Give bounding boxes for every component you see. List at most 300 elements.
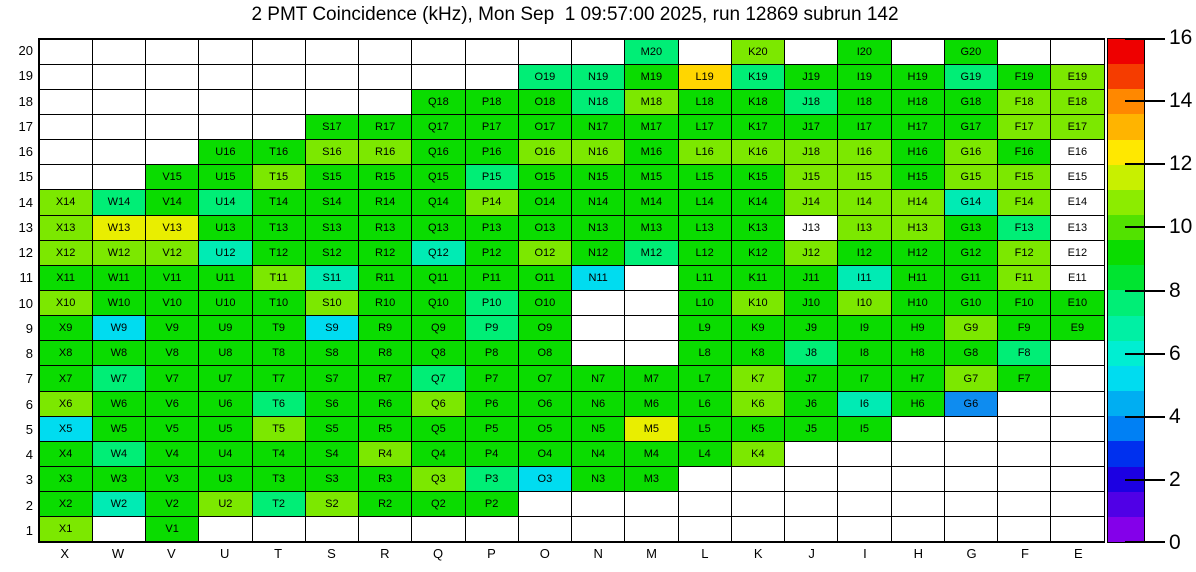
cell-R12: R12 (358, 240, 412, 266)
cell-P16: P16 (465, 139, 519, 165)
cell-L15: L15 (678, 164, 732, 190)
cell-K15: K15 (731, 164, 785, 190)
cell-K6: K6 (731, 391, 785, 417)
cell-empty-V19 (145, 64, 199, 90)
row-label-6: 6 (25, 396, 33, 412)
cell-empty-T1 (252, 516, 306, 542)
cell-V2: V2 (145, 491, 199, 517)
colorbar-tick-line-14 (1125, 100, 1165, 102)
cell-empty-R19 (358, 64, 412, 90)
cell-K13: K13 (731, 215, 785, 241)
cell-F10: F10 (997, 290, 1051, 316)
cell-empty-V17 (145, 114, 199, 140)
cell-J6: J6 (784, 391, 838, 417)
cell-S14: S14 (305, 189, 359, 215)
cell-empty-U19 (198, 64, 252, 90)
cell-J8: J8 (784, 340, 838, 366)
colorbar-tick-line-12 (1125, 163, 1165, 165)
cell-empty-J3 (784, 466, 838, 492)
cell-I17: I17 (837, 114, 891, 140)
cell-empty-O1 (518, 516, 572, 542)
cell-W11: W11 (92, 265, 146, 291)
cell-T6: T6 (252, 391, 306, 417)
cell-Q9: Q9 (411, 315, 465, 341)
colorbar-tick-label-8: 8 (1169, 278, 1181, 302)
cell-G10: G10 (944, 290, 998, 316)
cell-empty-M1 (624, 516, 678, 542)
cell-T9: T9 (252, 315, 306, 341)
cell-T2: T2 (252, 491, 306, 517)
cell-T14: T14 (252, 189, 306, 215)
cell-V15: V15 (145, 164, 199, 190)
cell-O6: O6 (518, 391, 572, 417)
cell-H7: H7 (891, 365, 945, 391)
cell-K10: K10 (731, 290, 785, 316)
cell-X10: X10 (39, 290, 93, 316)
cell-M5: M5 (624, 416, 678, 442)
cell-empty-N2 (571, 491, 625, 517)
cell-empty-N20 (571, 39, 625, 65)
cell-T4: T4 (252, 441, 306, 467)
cell-R5: R5 (358, 416, 412, 442)
cell-empty-I4 (837, 441, 891, 467)
cell-empty-Q19 (411, 64, 465, 90)
cell-E15: E15 (1050, 164, 1104, 190)
cell-K5: K5 (731, 416, 785, 442)
cell-L5: L5 (678, 416, 732, 442)
cell-W4: W4 (92, 441, 146, 467)
cell-H10: H10 (891, 290, 945, 316)
cell-E13: E13 (1050, 215, 1104, 241)
cell-N19: N19 (571, 64, 625, 90)
cell-H16: H16 (891, 139, 945, 165)
colorbar-tick-line-4 (1125, 416, 1165, 418)
cell-empty-F3 (997, 466, 1051, 492)
row-label-10: 10 (18, 295, 33, 311)
cell-S17: S17 (305, 114, 359, 140)
cell-L11: L11 (678, 265, 732, 291)
cell-O15: O15 (518, 164, 572, 190)
colorbar-tick-label-0: 0 (1169, 531, 1181, 554)
cell-S3: S3 (305, 466, 359, 492)
cell-O4: O4 (518, 441, 572, 467)
cell-K11: K11 (731, 265, 785, 291)
cell-H18: H18 (891, 89, 945, 115)
cell-R3: R3 (358, 466, 412, 492)
cell-K14: K14 (731, 189, 785, 215)
cell-M17: M17 (624, 114, 678, 140)
cell-F7: F7 (997, 365, 1051, 391)
cell-J9: J9 (784, 315, 838, 341)
cell-F17: F17 (997, 114, 1051, 140)
cell-S13: S13 (305, 215, 359, 241)
cell-G14: G14 (944, 189, 998, 215)
cell-H11: H11 (891, 265, 945, 291)
cell-N7: N7 (571, 365, 625, 391)
cell-empty-U1 (198, 516, 252, 542)
column-label-W: W (111, 546, 125, 561)
row-label-13: 13 (18, 219, 33, 235)
cell-P5: P5 (465, 416, 519, 442)
cell-empty-U18 (198, 89, 252, 115)
row-label-11: 11 (19, 270, 33, 286)
cell-T3: T3 (252, 466, 306, 492)
cell-I12: I12 (837, 240, 891, 266)
cell-G8: G8 (944, 340, 998, 366)
cell-empty-E8 (1050, 340, 1104, 366)
cell-E12: E12 (1050, 240, 1104, 266)
cell-J15: J15 (784, 164, 838, 190)
cell-V13: V13 (145, 215, 199, 241)
cell-P11: P11 (465, 265, 519, 291)
cell-empty-R20 (358, 39, 412, 65)
cell-G20: G20 (944, 39, 998, 65)
cell-empty-V20 (145, 39, 199, 65)
colorbar-tick-label-16: 16 (1169, 26, 1193, 49)
column-label-P: P (487, 546, 496, 561)
cell-G18: G18 (944, 89, 998, 115)
row-label-17: 17 (18, 118, 33, 134)
cell-empty-W15 (92, 164, 146, 190)
cell-I19: I19 (837, 64, 891, 90)
cell-M12: M12 (624, 240, 678, 266)
cell-P10: P10 (465, 290, 519, 316)
cell-M20: M20 (624, 39, 678, 65)
cell-K4: K4 (731, 441, 785, 467)
cell-R11: R11 (358, 265, 412, 291)
cell-X9: X9 (39, 315, 93, 341)
cell-H12: H12 (891, 240, 945, 266)
cell-P7: P7 (465, 365, 519, 391)
cell-empty-G3 (944, 466, 998, 492)
cell-I20: I20 (837, 39, 891, 65)
cell-Q14: Q14 (411, 189, 465, 215)
cell-O10: O10 (518, 290, 572, 316)
cell-Q8: Q8 (411, 340, 465, 366)
cell-N3: N3 (571, 466, 625, 492)
cell-W13: W13 (92, 215, 146, 241)
cell-F13: F13 (997, 215, 1051, 241)
cell-Q2: Q2 (411, 491, 465, 517)
cell-G12: G12 (944, 240, 998, 266)
cell-N4: N4 (571, 441, 625, 467)
cell-V14: V14 (145, 189, 199, 215)
cell-X4: X4 (39, 441, 93, 467)
cell-empty-X20 (39, 39, 93, 65)
cell-empty-N1 (571, 516, 625, 542)
cell-empty-H5 (891, 416, 945, 442)
row-label-15: 15 (18, 169, 33, 185)
cell-empty-F2 (997, 491, 1051, 517)
cell-S7: S7 (305, 365, 359, 391)
cell-W9: W9 (92, 315, 146, 341)
cell-L9: L9 (678, 315, 732, 341)
column-label-E: E (1073, 546, 1083, 561)
cell-Q10: Q10 (411, 290, 465, 316)
cell-L17: L17 (678, 114, 732, 140)
cell-S9: S9 (305, 315, 359, 341)
cell-T11: T11 (252, 265, 306, 291)
cell-empty-J1 (784, 516, 838, 542)
cell-L10: L10 (678, 290, 732, 316)
cell-empty-X17 (39, 114, 93, 140)
cell-E19: E19 (1050, 64, 1104, 90)
cell-X1: X1 (39, 516, 93, 542)
cell-E17: E17 (1050, 114, 1104, 140)
cell-empty-J2 (784, 491, 838, 517)
cell-K8: K8 (731, 340, 785, 366)
cell-empty-N9 (571, 315, 625, 341)
cell-L8: L8 (678, 340, 732, 366)
cell-empty-S18 (305, 89, 359, 115)
cell-P3: P3 (465, 466, 519, 492)
cell-empty-V18 (145, 89, 199, 115)
cell-N13: N13 (571, 215, 625, 241)
cell-R8: R8 (358, 340, 412, 366)
row-label-5: 5 (25, 421, 33, 437)
cell-Q17: Q17 (411, 114, 465, 140)
cell-empty-E1 (1050, 516, 1104, 542)
cell-empty-G1 (944, 516, 998, 542)
cell-empty-M10 (624, 290, 678, 316)
cell-empty-E20 (1050, 39, 1104, 65)
cell-W12: W12 (92, 240, 146, 266)
colorbar-ticks (1107, 26, 1196, 554)
cell-X3: X3 (39, 466, 93, 492)
colorbar-tick-label-14: 14 (1169, 89, 1193, 113)
cell-T5: T5 (252, 416, 306, 442)
cell-M18: M18 (624, 89, 678, 115)
cell-O13: O13 (518, 215, 572, 241)
cell-empty-Q20 (411, 39, 465, 65)
cell-G9: G9 (944, 315, 998, 341)
column-label-G: G (966, 546, 977, 561)
cell-R7: R7 (358, 365, 412, 391)
cell-empty-W20 (92, 39, 146, 65)
cell-V9: V9 (145, 315, 199, 341)
cell-empty-S19 (305, 64, 359, 90)
cell-O17: O17 (518, 114, 572, 140)
cell-E10: E10 (1050, 290, 1104, 316)
column-label-N: N (593, 546, 603, 561)
column-axis (38, 546, 1105, 566)
cell-empty-X18 (39, 89, 93, 115)
cell-G6: G6 (944, 391, 998, 417)
cell-Q12: Q12 (411, 240, 465, 266)
cell-M6: M6 (624, 391, 678, 417)
cell-E11: E11 (1050, 265, 1104, 291)
cell-O8: O8 (518, 340, 572, 366)
cell-O7: O7 (518, 365, 572, 391)
cell-O3: O3 (518, 466, 572, 492)
cell-I5: I5 (837, 416, 891, 442)
cell-L16: L16 (678, 139, 732, 165)
cell-R4: R4 (358, 441, 412, 467)
cell-I8: I8 (837, 340, 891, 366)
cell-X6: X6 (39, 391, 93, 417)
cell-empty-G2 (944, 491, 998, 517)
colorbar-tick-line-16 (1125, 38, 1165, 40)
cell-F15: F15 (997, 164, 1051, 190)
cell-O18: O18 (518, 89, 572, 115)
cell-empty-E7 (1050, 365, 1104, 391)
cell-empty-I3 (837, 466, 891, 492)
cell-P6: P6 (465, 391, 519, 417)
cell-empty-I2 (837, 491, 891, 517)
cell-L19: L19 (678, 64, 732, 90)
cell-M15: M15 (624, 164, 678, 190)
cell-W5: W5 (92, 416, 146, 442)
cell-empty-J4 (784, 441, 838, 467)
colorbar-tick-label-6: 6 (1169, 341, 1181, 365)
cell-I14: I14 (837, 189, 891, 215)
cell-P17: P17 (465, 114, 519, 140)
row-label-18: 18 (18, 93, 33, 109)
cell-P14: P14 (465, 189, 519, 215)
cell-empty-M11 (624, 265, 678, 291)
cell-J11: J11 (784, 265, 838, 291)
cell-N17: N17 (571, 114, 625, 140)
cell-V7: V7 (145, 365, 199, 391)
cell-X2: X2 (39, 491, 93, 517)
column-label-J: J (808, 546, 815, 561)
cell-S8: S8 (305, 340, 359, 366)
cell-empty-H1 (891, 516, 945, 542)
column-label-R: R (380, 546, 390, 561)
cell-empty-F20 (997, 39, 1051, 65)
cell-O16: O16 (518, 139, 572, 165)
cell-M14: M14 (624, 189, 678, 215)
cell-R10: R10 (358, 290, 412, 316)
cell-R16: R16 (358, 139, 412, 165)
cell-U12: U12 (198, 240, 252, 266)
cell-empty-X16 (39, 139, 93, 165)
column-label-U: U (220, 546, 230, 561)
cell-P4: P4 (465, 441, 519, 467)
row-label-8: 8 (25, 346, 33, 362)
row-label-20: 20 (18, 43, 33, 59)
cell-X7: X7 (39, 365, 93, 391)
cell-J10: J10 (784, 290, 838, 316)
cell-V4: V4 (145, 441, 199, 467)
column-label-L: L (701, 546, 709, 561)
column-label-V: V (167, 546, 176, 561)
cell-S5: S5 (305, 416, 359, 442)
cell-Q3: Q3 (411, 466, 465, 492)
cell-empty-E4 (1050, 441, 1104, 467)
cell-R9: R9 (358, 315, 412, 341)
cell-N16: N16 (571, 139, 625, 165)
column-label-S: S (327, 546, 336, 561)
cell-Q5: Q5 (411, 416, 465, 442)
cell-T7: T7 (252, 365, 306, 391)
cell-O5: O5 (518, 416, 572, 442)
colorbar-tick-label-4: 4 (1169, 404, 1181, 428)
cell-I9: I9 (837, 315, 891, 341)
cell-I18: I18 (837, 89, 891, 115)
cell-S4: S4 (305, 441, 359, 467)
cell-F18: F18 (997, 89, 1051, 115)
cell-E9: E9 (1050, 315, 1104, 341)
cell-V11: V11 (145, 265, 199, 291)
cell-empty-F6 (997, 391, 1051, 417)
cell-N18: N18 (571, 89, 625, 115)
cell-J7: J7 (784, 365, 838, 391)
cell-M4: M4 (624, 441, 678, 467)
cell-empty-T18 (252, 89, 306, 115)
colorbar-tick-label-12: 12 (1169, 152, 1193, 176)
cell-U14: U14 (198, 189, 252, 215)
cell-H15: H15 (891, 164, 945, 190)
page-title: 2 PMT Coincidence (kHz), Mon Sep 1 09:57:00 2025, run 12869 subrun 142 (251, 4, 899, 25)
cell-J18: J18 (784, 89, 838, 115)
column-label-F: F (1020, 546, 1029, 561)
cell-Q7: Q7 (411, 365, 465, 391)
cell-H13: H13 (891, 215, 945, 241)
cell-empty-E3 (1050, 466, 1104, 492)
cell-empty-G4 (944, 441, 998, 467)
cell-empty-M9 (624, 315, 678, 341)
cell-S15: S15 (305, 164, 359, 190)
cell-U5: U5 (198, 416, 252, 442)
cell-S10: S10 (305, 290, 359, 316)
cell-empty-H3 (891, 466, 945, 492)
cell-X11: X11 (39, 265, 93, 291)
column-label-H: H (913, 546, 923, 561)
cell-I16: I16 (837, 139, 891, 165)
cell-U9: U9 (198, 315, 252, 341)
cell-W2: W2 (92, 491, 146, 517)
cell-V6: V6 (145, 391, 199, 417)
column-label-X: X (60, 546, 69, 561)
cell-empty-V16 (145, 139, 199, 165)
cell-empty-R18 (358, 89, 412, 115)
cell-E16: E16 (1050, 139, 1104, 165)
cell-S12: S12 (305, 240, 359, 266)
cell-T10: T10 (252, 290, 306, 316)
cell-I11: I11 (837, 265, 891, 291)
cell-U2: U2 (198, 491, 252, 517)
colorbar-tick-line-8 (1125, 290, 1165, 292)
cell-Q6: Q6 (411, 391, 465, 417)
cell-empty-N8 (571, 340, 625, 366)
cell-T15: T15 (252, 164, 306, 190)
cell-G15: G15 (944, 164, 998, 190)
cell-I10: I10 (837, 290, 891, 316)
colorbar-tick-line-6 (1125, 353, 1165, 355)
heatmap-grid (38, 38, 1105, 543)
cell-U6: U6 (198, 391, 252, 417)
cell-V5: V5 (145, 416, 199, 442)
row-label-1: 1 (25, 522, 33, 538)
cell-T16: T16 (252, 139, 306, 165)
cell-empty-T19 (252, 64, 306, 90)
cell-W14: W14 (92, 189, 146, 215)
cell-H9: H9 (891, 315, 945, 341)
cell-N6: N6 (571, 391, 625, 417)
cell-S11: S11 (305, 265, 359, 291)
cell-N5: N5 (571, 416, 625, 442)
cell-empty-P1 (465, 516, 519, 542)
cell-U4: U4 (198, 441, 252, 467)
cell-empty-M8 (624, 340, 678, 366)
cell-empty-W17 (92, 114, 146, 140)
cell-empty-L2 (678, 491, 732, 517)
cell-H8: H8 (891, 340, 945, 366)
cell-empty-J20 (784, 39, 838, 65)
cell-empty-H20 (891, 39, 945, 65)
cell-empty-E5 (1050, 416, 1104, 442)
